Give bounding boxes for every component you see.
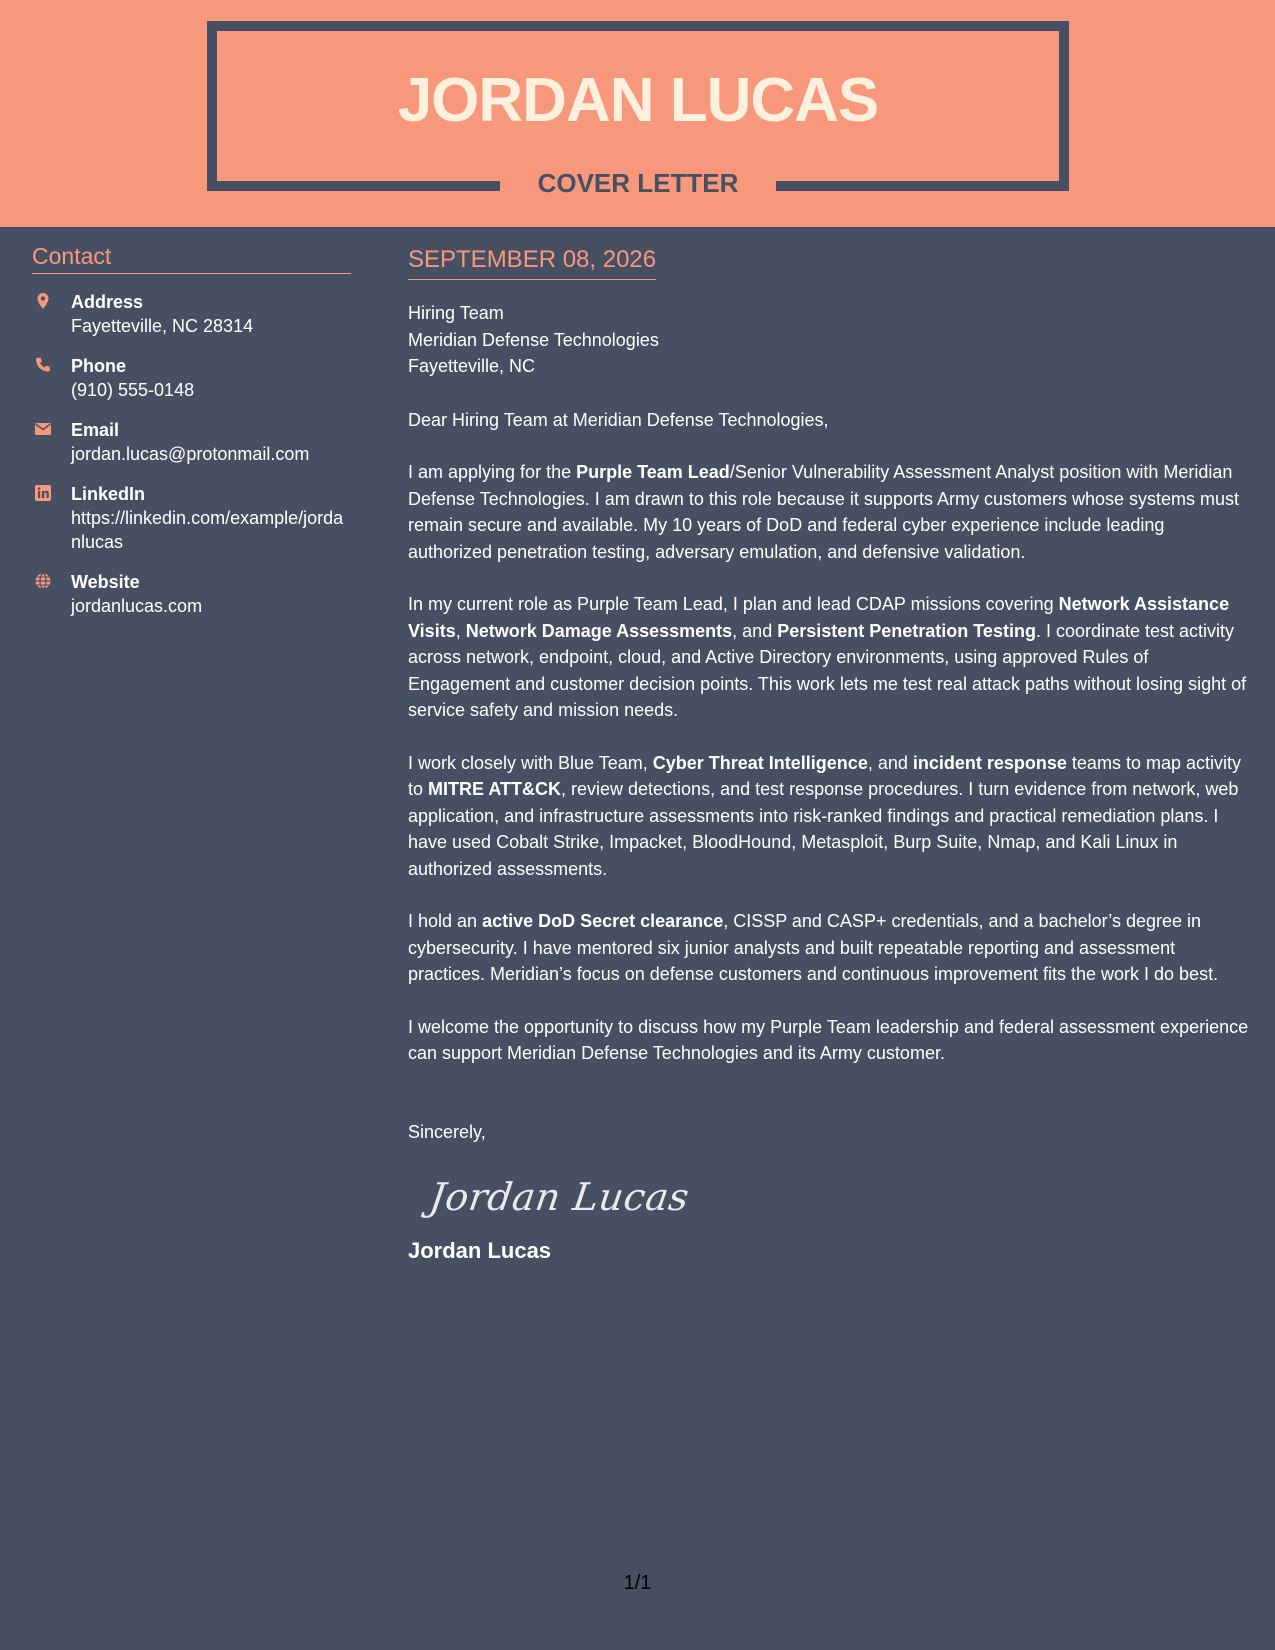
- recipient-line: Hiring Team: [408, 303, 504, 323]
- letter-date: SEPTEMBER 08, 2026: [408, 245, 656, 280]
- contact-value[interactable]: jordanlucas.com: [71, 596, 203, 616]
- paragraph-4: I hold an active DoD Secret clearance, CISSP and CASP+ credentials, and a bachelor’s degree in cybersecurity. I have mentored six junior analysts and built repeatable reporting and assessment practices. Meridian’s focus on defense customers and continuous improvement fits the work I do best.: [408, 911, 1219, 984]
- recipient-line: Fayetteville, NC: [408, 356, 536, 376]
- linkedin-icon: [34, 484, 52, 502]
- applicant-name: JORDAN LUCAS: [397, 66, 879, 135]
- contact-value: Fayetteville, NC 28314: [71, 316, 254, 336]
- contact-label: Phone: [71, 356, 127, 376]
- contact-sidebar: [32, 242, 351, 618]
- contact-label: Email: [71, 420, 120, 440]
- globe-icon: [34, 572, 52, 590]
- signature: Jordan Lucas: [426, 1175, 693, 1219]
- closing: Sincerely,: [408, 1121, 486, 1142]
- contact-label: Address: [71, 292, 144, 312]
- envelope-icon: [34, 420, 52, 438]
- paragraph-1: I am applying for the Purple Team Lead/Senior Vulnerability Assessment Analyst position with Meridian Defense Technologies. I am drawn to this role because it supports Army customers whose systems must remain secure and available. My 10 years of DoD and federal cyber experience include leading authorized penetration testing, adversary emulation, and defensive validation.: [408, 462, 1240, 562]
- phone-icon: [34, 356, 52, 374]
- contact-email: [32, 418, 351, 466]
- header-frame-bottom-left: [207, 181, 500, 191]
- contact-label: Website: [71, 572, 140, 592]
- paragraph-2: In my current role as Purple Team Lead, I plan and lead CDAP missions covering Network Assistance Visits, Network Damage Assessments, and Persistent Penetration Testing. I coordinate test activity across network, endpoint, cloud, and Active Directory environments, using approved Rules of Engagement and customer decision points. This work lets me test real attack paths without losing sight of service safety and mission needs.: [408, 594, 1247, 720]
- contact-heading: Contact: [32, 242, 351, 274]
- document-type: COVER LETTER: [537, 168, 739, 198]
- contact-website: [32, 570, 351, 618]
- contact-address: [32, 290, 351, 338]
- page-number: 1/1: [623, 1572, 652, 1594]
- paragraph-3: I work closely with Blue Team, Cyber Threat Intelligence, and incident response teams to map activity to MITRE ATT&CK, review detections, and test response procedures. I turn evidence from network, web application, and infrastructure assessments into risk-ranked findings and practical remediation plans. I have used Cobalt Strike, Impacket, BloodHound, Metasploit, Burp Suite, Nmap, and Kali Linux in authorized assessments.: [408, 752, 1241, 879]
- contact-value[interactable]: https://linkedin.com/example/jordanlucas: [71, 508, 344, 552]
- contact-value: jordan.lucas@protonmail.com: [71, 444, 310, 464]
- location-pin-icon: [34, 292, 52, 310]
- header-frame-bottom-right: [776, 181, 1069, 191]
- contact-phone: [32, 354, 351, 402]
- recipient-block: [408, 300, 1253, 380]
- letter-body: [408, 245, 1253, 1265]
- contact-value: (910) 555-0148: [71, 380, 195, 400]
- signer-name: Jordan Lucas: [408, 1238, 552, 1263]
- salutation: Dear Hiring Team at Meridian Defense Technologies,: [408, 409, 829, 430]
- contact-linkedin: [32, 482, 351, 554]
- header-band: [0, 0, 1275, 227]
- contact-label: LinkedIn: [71, 484, 146, 504]
- recipient-line: Meridian Defense Technologies: [408, 329, 659, 350]
- paragraph-5: I welcome the opportunity to discuss how my Purple Team leadership and federal assessment experience can support Meridian Defense Technologies and its Army customer.: [408, 1016, 1249, 1063]
